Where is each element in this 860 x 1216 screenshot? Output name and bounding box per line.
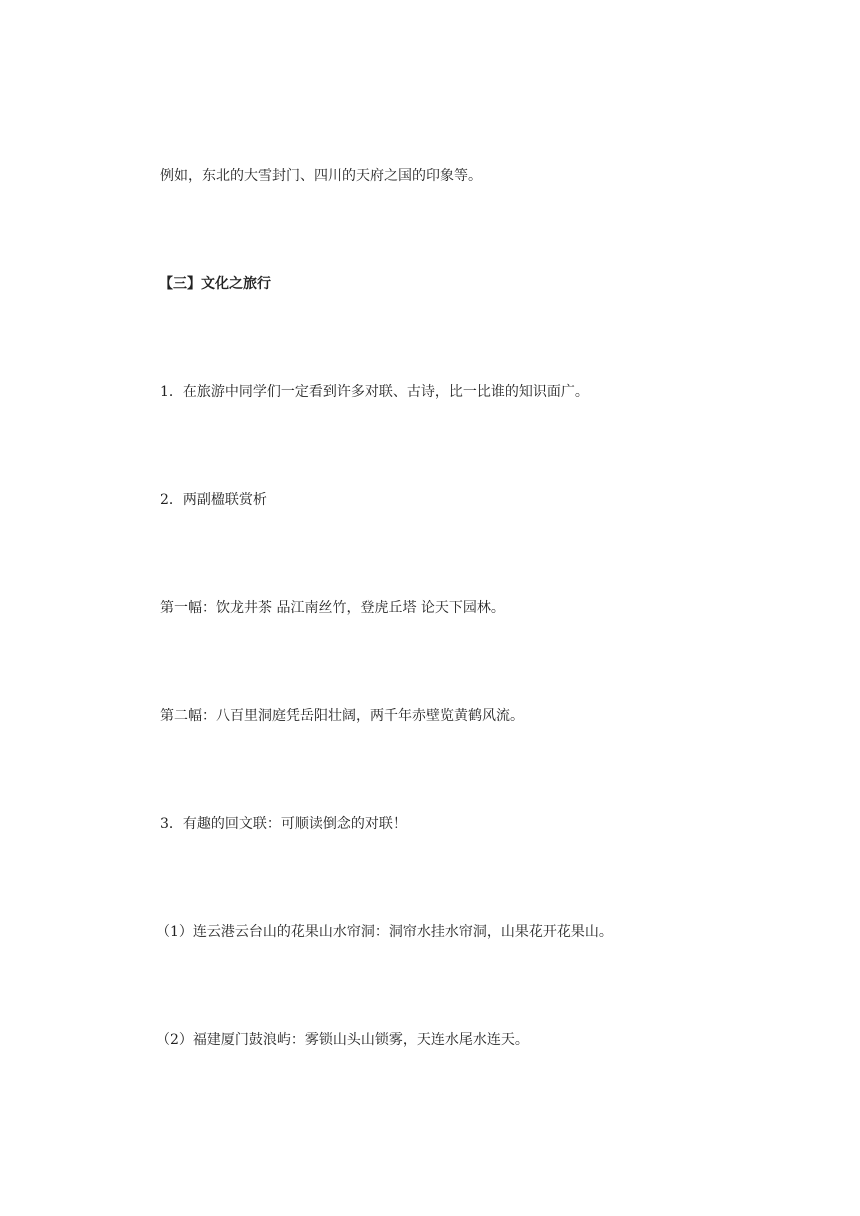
section-heading: 【三】文化之旅行	[159, 276, 271, 292]
couplet-first: 第一幅：饮龙井茶 品江南丝竹，登虎丘塔 论天下园林。	[160, 600, 505, 616]
paragraph-example: 例如，东北的大雪封门、四川的天府之国的印象等。	[160, 168, 482, 184]
item-3: 3．有趣的回文联：可顺读倒念的对联！	[160, 816, 407, 832]
item-1: 1．在旅游中同学们一定看到许多对联、古诗，比一比谁的知识面广。	[160, 384, 589, 400]
couplet-second: 第二幅：八百里洞庭凭岳阳壮阔，两千年赤壁览黄鹤风流。	[160, 708, 524, 724]
item-2: 2．两副楹联赏析	[160, 492, 267, 508]
palindrome-couplet-1: （1）连云港云台山的花果山水帘洞：洞帘水挂水帘洞，山果花开花果山。	[156, 924, 613, 940]
palindrome-couplet-2: （2）福建厦门鼓浪屿：雾锁山头山锁雾，天连水尾水连天。	[156, 1032, 529, 1048]
